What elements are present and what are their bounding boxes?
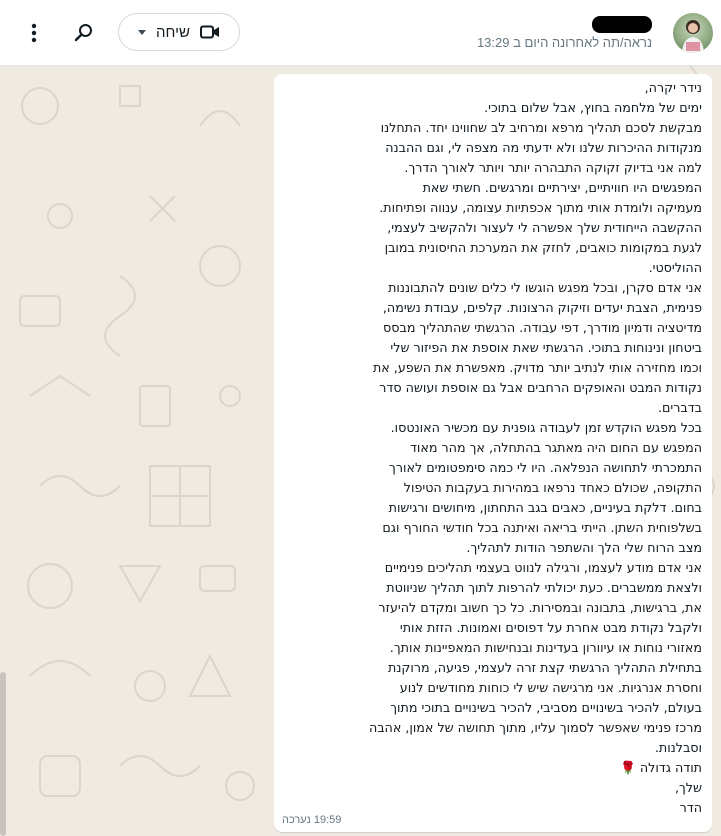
message-line: מנקודות ההיכרות שלנו ולא ידעתי מה מצפה לי, וגם ההבנה bbox=[385, 140, 702, 155]
message-line: ימים של מלחמה בחוץ, אבל שלום בתוכי. bbox=[484, 100, 702, 115]
edited-label: נערכה bbox=[282, 814, 311, 826]
message-line: ולקבל נקודת מבט אחרת על דפוסים ואמונות. הזזת אותי bbox=[399, 620, 702, 635]
message-time: 19:59 bbox=[313, 814, 342, 826]
message-line: מבקשת לסכם תהליך מרפא ומרחיב לב שחווינו יחד. התחלנו bbox=[380, 120, 702, 135]
message-line: ההוליסטי. bbox=[648, 260, 702, 275]
menu-dots-icon bbox=[31, 23, 37, 43]
avatar-photo-icon bbox=[673, 13, 713, 53]
contact-name[interactable] bbox=[592, 16, 652, 33]
message-line: ביטחון ונינוחות בתוכי. הרגשתי שאת אוספת את הפיזור שלי bbox=[390, 340, 702, 355]
message-line: בשלפוחית השתן. הייתי בריאה ואיתנה בכל חודשי החורף וגם bbox=[382, 520, 702, 535]
message-line: מעמיקה ולומדת אותי מתוך אכפתיות עצומה, ענווה ופתיחות. bbox=[379, 200, 702, 215]
chat-header bbox=[0, 0, 721, 66]
call-button[interactable] bbox=[118, 13, 240, 51]
message-line: בחום. דלקת בעיניים, כאבים בגב התחתון, מיחושים ורגישות bbox=[388, 500, 702, 515]
search-icon bbox=[74, 23, 94, 43]
last-seen-status: נראה/תה לאחרונה היום ב 13:29 bbox=[476, 35, 652, 50]
contact-avatar[interactable] bbox=[673, 13, 713, 53]
rose-emoji-icon: 🌹 bbox=[619, 760, 636, 775]
search-button[interactable] bbox=[71, 20, 97, 46]
message-line: מדיטציה ודמיון מודרך, דפי עבודה. הרגשתי שהתהליך מבסס bbox=[383, 320, 702, 335]
message-line: וחסרת אנרגיות. אני מרגישה שיש לי כוחות מחודשים לנוע bbox=[399, 680, 702, 695]
message-line: פנימית, הצבת יעדים וזיקוק הרצונות. קלפים, עבודת נשימה, bbox=[382, 300, 702, 315]
message-line-thanks bbox=[282, 758, 702, 778]
message-line: מרכז פנימי שאפשר לסמוך עליו, מתוך תחושה של אמון, אהבה bbox=[368, 720, 702, 735]
message-signature: הדר bbox=[679, 800, 702, 815]
message-line: נידר יקרה, bbox=[644, 80, 702, 95]
message-bubble[interactable] bbox=[274, 74, 712, 832]
message-line: בכל מפגש הוקדש זמן לעבודה גופנית עם מכשיר האונטסו. bbox=[390, 420, 702, 435]
message-line: וסבלנות. bbox=[654, 740, 702, 755]
message-line: ההקשבה הייחודית שלך אפשרה לי לעצור ולהקשיב לעצמי, bbox=[387, 220, 702, 235]
thanks-text: תודה גדולה bbox=[639, 760, 702, 775]
scrollbar-thumb[interactable] bbox=[0, 672, 6, 836]
message-line: בעולם, להכיר בשינויים מסביבי, להכיר בשינויים בתוכי מתוך bbox=[390, 700, 702, 715]
call-button-label: שיחה bbox=[156, 23, 190, 41]
message-line: נקודות המבט והאופקים הרחבים אבל גם אוספת ועושה סדר bbox=[379, 380, 702, 395]
message-line: וכמו מחזירה אותי לנתיב יותר מדויק. מאפשרת את השפע, את bbox=[372, 360, 702, 375]
message-line: אני אדם סקרן, ובכל מפגש הוגשו לי כלים שונים להתבוננות bbox=[388, 280, 702, 295]
message-line: מאזורי נוחות או עיוורון בעדינות ובנחישות המאפיינות אותך. bbox=[389, 640, 702, 655]
video-camera-icon bbox=[200, 25, 220, 39]
message-line: למה אני בדיוק זקוקה התבהרה יותר ויותר לאורך הדרך. bbox=[404, 160, 702, 175]
message-line: אני אדם מודע לעצמו, ורגילה לנווט בעצמי תהליכים פנימיים bbox=[384, 560, 702, 575]
message-text bbox=[282, 78, 702, 818]
message-line: ולצאת ממשברים. כעת יכולתי להרפות לתוך תהליך שניווטת bbox=[386, 580, 702, 595]
message-line: התמכרתי לתחושה הנפלאה. היו לי כמה סימפטומים לאורך bbox=[389, 460, 702, 475]
message-line: התקופה, שכולם כאחד נרפאו במהירות בעקבות הטיפול bbox=[403, 480, 702, 495]
message-line: מצב הרוח שלי הלך והשתפר הודות לתהליך. bbox=[466, 540, 702, 555]
message-line: בתחילת התהליך הרגשתי קצת זרה לעצמי, פגיעה, מרוקנת bbox=[388, 660, 702, 675]
message-line: את, ברגישות, בתבונה ובמסירות. כל כך חשוב ומקדם להיעזר bbox=[378, 600, 702, 615]
message-meta bbox=[282, 814, 341, 826]
chat-area[interactable] bbox=[0, 66, 721, 836]
message-line: שלך, bbox=[674, 780, 702, 795]
chevron-down-icon bbox=[138, 30, 146, 35]
menu-button[interactable] bbox=[21, 20, 47, 46]
message-line: המפגשים היו חוויתיים, יצירתיים ומרגשים. חשתי שאת bbox=[422, 180, 702, 195]
message-line: לגעת במקומות כואבים, לחזק את המערכת החיסונית במובן bbox=[384, 240, 702, 255]
message-line: בדברים. bbox=[657, 400, 702, 415]
message-line: המפגש עם החום היה מאתגר בהתחלה, אך מהר מאוד bbox=[410, 440, 702, 455]
